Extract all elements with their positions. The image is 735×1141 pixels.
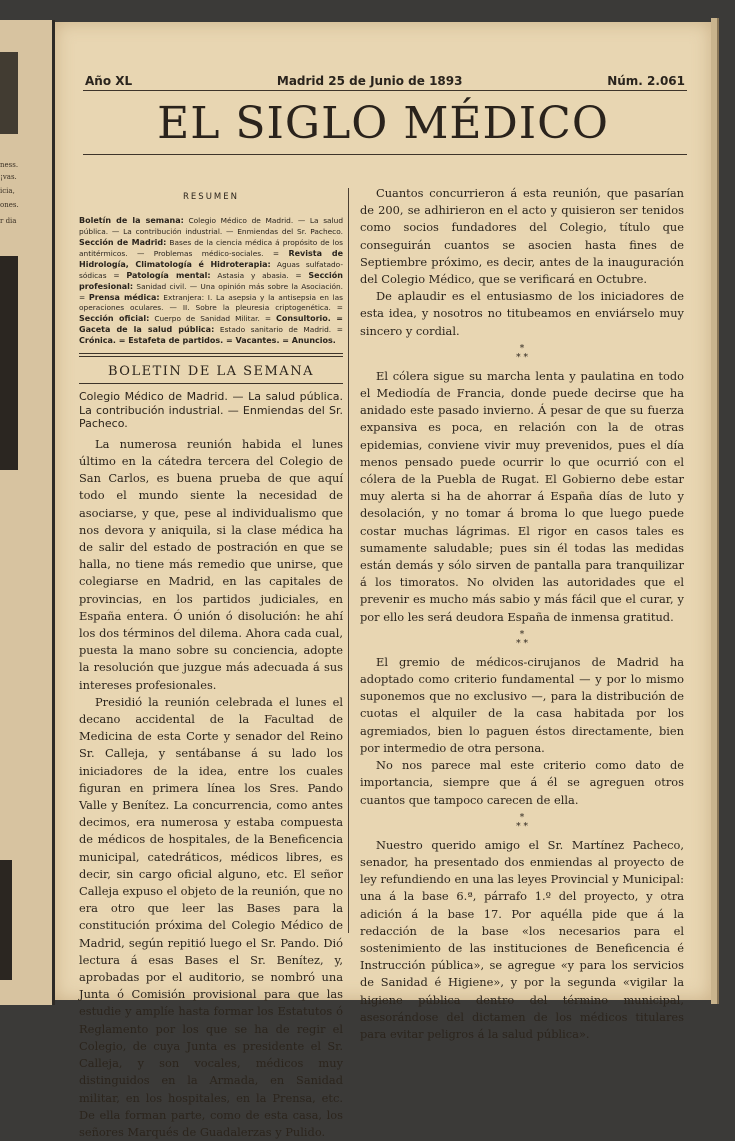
resumen-title: RESUMEN <box>183 192 239 202</box>
section-rule <box>79 353 343 357</box>
issue-number: Núm. 2.061 <box>607 74 685 88</box>
resumen-body: Astasia y abasia. = <box>210 270 309 280</box>
resumen-head: Sección oficial: <box>79 314 150 324</box>
asterism-separator: * * * <box>516 343 528 363</box>
header-rule <box>83 90 687 91</box>
ad-box-edge <box>0 860 12 980</box>
resumen-body: Sanidad civil. — Una opinión más sobre la Asociación. = <box>79 281 343 302</box>
resumen-head: Revista de Hidrología, Climatología é Hidroterapia: <box>79 248 343 269</box>
article-paragraph: Nuestro querido amigo el Sr. Martínez Pacheco, senador, ha presentado dos enmiendas al proyecto de ley refundiendo en una las leyes Provincial y Municipal: una á la base 6.ª, párrafo 1.º del proyecto, y otra adición á la base 17. Por aquélla pide que á la redacción de la base «los necesarios para el sostenimiento de las instituciones de Beneficencia é Instrucción pública», se agregue «y para los servicios de Sanidad é Higiene», y por la segunda «vigilar la higiene pública dentro del término municipal, asesorándose del dictamen de los médicos titulares para evitar peligros á la salud pública». <box>360 837 684 1041</box>
resumen-head: Crónica. = Estafeta de partidos. = Vacantes. = Anuncios. <box>79 336 336 346</box>
resumen-head: Sección profesional: <box>79 270 343 291</box>
resumen-body: Bases de la ciencia médica á propósito de los antitérmicos. — Problemas médico-sociales. = <box>79 238 343 258</box>
resumen-head: Prensa médica: <box>88 292 160 302</box>
resumen-body: Colegio Médico de Madrid. — La salud pública. — La contribución industrial. — Enmiendas del Sr. Pacheco. <box>79 216 344 237</box>
newspaper-page <box>55 22 711 1139</box>
article-paragraph: Presidió la reunión celebrada el lunes el decano accidental de la Facultad de Medicina de esta Corte y senador del Reino Sr. Calleja, y sentábanse á su lado los iniciadores de la idea, entre los cuales figuran en primera línea los Sres. Pando Valle y Benítez. La concurrencia, como antes decimos, era numerosa y estaba compuesta de médicos de hospitales, de la Beneficencia municipal, catedráticos, médicos libres, es decir, sin cargo oficial alguno, etc. El señor Calleja expuso el objeto de la reunión, que no era otro que leer las Bases para la constitución próxima del Colegio Médico de Madrid, según repitió luego el Sr. Pando. Dió lectura á esas Bases el Sr. Benítez, y, aprobadas por el auditorio, se nombró una Junta ó Comisión provisional para que las estudie y amplíe hasta formar los Estatutos ó Reglamento por los que se ha de regir el Colegio, de cuya Junta es presidente el Sr. Calleja, y son vocales, médicos muy distinguidos en la Armada, en Sanidad militar, en los hospitales, en la Prensa, etc. De ella forman parte, como de esta casa, los señores Marqués de Guadalerzas y Pulido. <box>79 694 343 1139</box>
fragment-text: ¡vas. <box>0 173 17 181</box>
issue-header <box>85 74 685 88</box>
article-subhead: Colegio Médico de Madrid. — La salud pública. La contribución industrial. — Enmiendas del Sr. Pacheco. <box>79 390 343 431</box>
section-rule <box>79 383 343 384</box>
resumen-head: Boletín de la semana: <box>79 216 184 226</box>
resumen-body: Aguas sulfatado-sódicas = <box>79 259 344 280</box>
left-column <box>79 185 343 1141</box>
page-edge <box>711 18 719 1004</box>
ornament-bar <box>0 52 18 134</box>
masthead-rule <box>83 154 687 155</box>
article-paragraph: Cuantos concurrieron á esta reunión, que pasarían de 200, se adhirieron en el acto y quisieron ser tenidos como socios fundadores del Colegio, título que conseguirán cuantos se asocien hasta fines de Septiembre próximo, es decir, antes de la inauguración del Colegio Médico, que se verificará en Octubre. <box>360 186 684 287</box>
fragment-text: ness. <box>0 161 19 169</box>
fragment-text: r dia <box>0 217 17 225</box>
asterism-separator: * * * <box>516 629 528 649</box>
adjacent-page-fragment <box>0 20 55 1005</box>
article-paragraph: No nos parece mal este criterio como dato de importancia, siempre que á él se agreguen otros cuantos que tampoco carecen de ella. <box>360 758 684 807</box>
resumen-summary <box>79 216 343 347</box>
asterism-separator: * * * <box>516 812 528 832</box>
issue-date: Madrid 25 de Junio de 1893 <box>276 74 463 88</box>
column-divider <box>348 188 349 933</box>
fragment-text: ones. <box>0 201 19 209</box>
resumen-head: Patología mental: <box>126 270 211 280</box>
right-column <box>360 185 684 1043</box>
article-paragraph: El cólera sigue su marcha lenta y paulatina en todo el Mediodía de Francia, donde puede decirse que ha anidado este pasado invierno. Á pesar de que su fuerza expansiva es poca, en relación con la de otras epidemias, conviene vivir muy prevenidos, pues el día menos pensado puede ocurrir lo que ocurrió con el cólera de la Puebla de Rugat. El Gobierno debe estar muy alerta si ha de ahorrar á España días de luto y desolación, y no tomar á broma lo que luego puede costar muchas lágrimas. El rigor en casos tales es sumamente saludable; pues sin él todas las medidas están demás y sólo sirven de pantalla para tranquilizar á los timoratos. No olviden las autoridades que el prevenir es mucho más sabio y más fácil que el curar, y por ello les será deudora España de inmensa gratitud. <box>360 368 684 624</box>
resumen-head: Sección de Madrid: <box>79 238 167 248</box>
issue-year: Año XL <box>85 74 133 88</box>
section-title: BOLETIN DE LA SEMANA <box>108 364 314 380</box>
resumen-head: Consultorio. = Gaceta de la salud pública: <box>79 314 343 335</box>
article-paragraph: El gremio de médicos-cirujanos de Madrid ha adoptado como criterio fundamental — y por lo mismo suponemos que no exclusivo —, para la distribución de cuotas el alquiler de la casa habitada por los agremiados, bien lo paguen éstos directamente, bien por intermedio de otra persona. <box>360 654 684 755</box>
resumen-body: Estado sanitario de Madrid. = <box>214 325 343 335</box>
resumen-body: Cuerpo de Sanidad Militar. = <box>149 314 277 324</box>
article-paragraph: De aplaudir es el entusiasmo de los iniciadores de esta idea, y nosotros no titubeamos en enviárselo muy sincero y cordial. <box>360 289 684 338</box>
ad-box-edge <box>0 256 18 470</box>
resumen-body: Extranjera: I. La asepsia y la antisepsia en las operaciones oculares. — II. Sobre la pleuresia criptogenética. = <box>79 292 343 313</box>
article-paragraph: La numerosa reunión habida el lunes último en la cátedra tercera del Colegio de San Carlos, es buena prueba de que aquí todo el mundo siente la necesidad de asociarse, y que, pese al individualismo que nos devora y aniquila, si la clase médica ha de salir del estado de postración en que se halla, no tiene más remedio que unirse, que colegiarse en Madrid, en las capitales de provincias, en los partidos judiciales, en España entera. Ó unión ó disolución: he ahí los dos términos del dilema. Ahora cada cual, puesta la mano sobre su conciencia, adopte la resolución que juzgue más adecuada á sus intereses profesionales. <box>79 436 343 692</box>
fragment-text: icia, <box>0 187 15 195</box>
masthead-title: EL SIGLO MÉDICO <box>157 98 609 149</box>
